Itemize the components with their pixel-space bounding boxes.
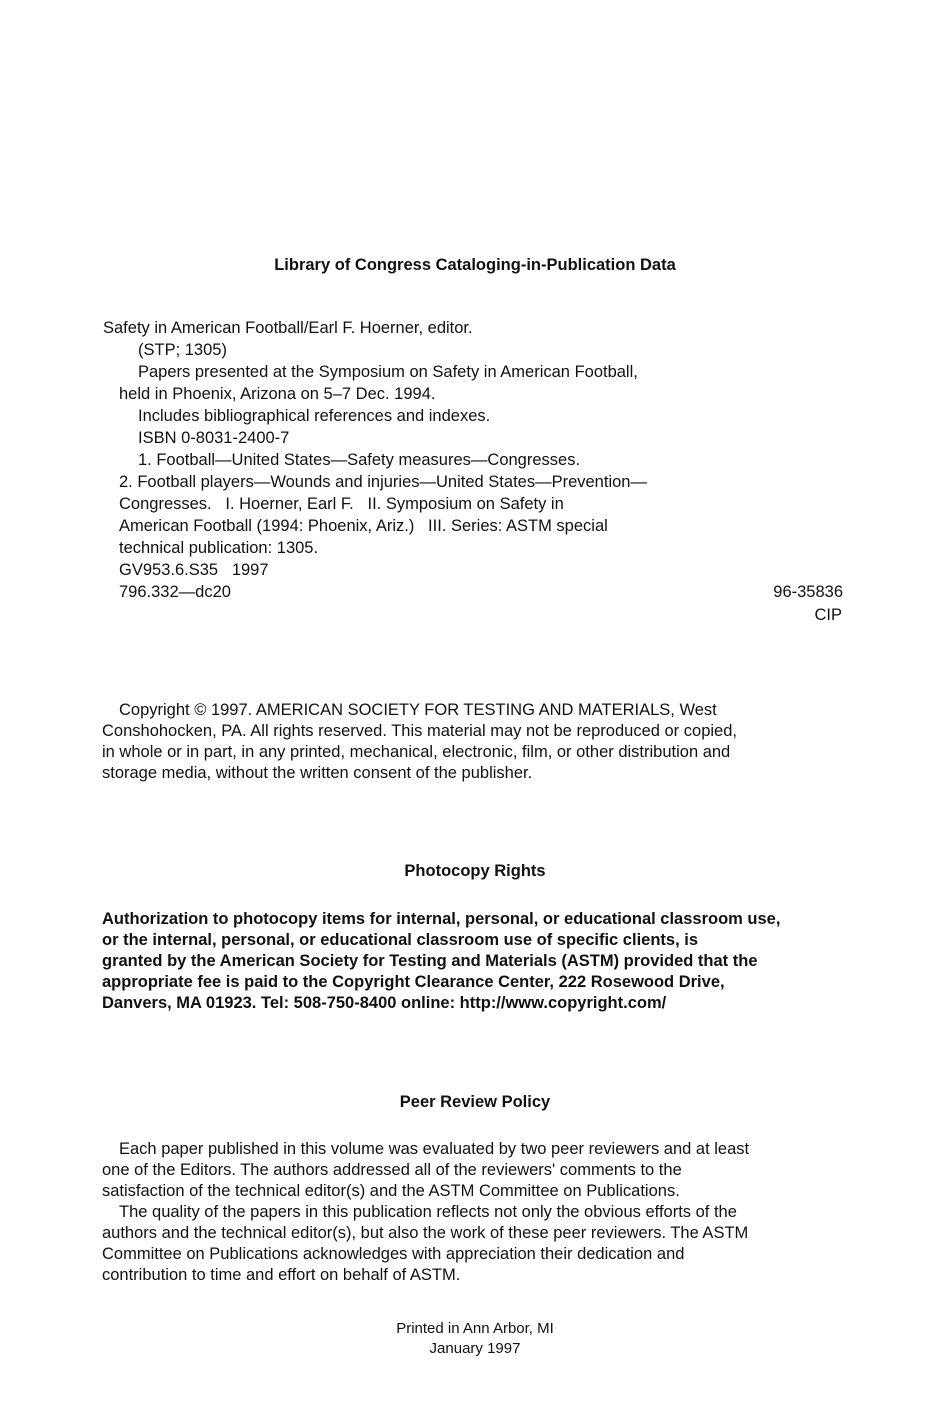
peer-review-heading: Peer Review Policy xyxy=(399,1093,551,1111)
cip-line: GV953.6.S35 1997 xyxy=(119,561,269,579)
photocopy-line: Authorization to photocopy items for internal, personal, or educational classroom use, xyxy=(102,910,781,928)
cip-line: 1. Football—United States—Safety measures—Congresses. xyxy=(138,451,581,469)
cip-line: technical publication: 1305. xyxy=(119,539,319,557)
cip-line: Safety in American Football/Earl F. Hoerner, editor. xyxy=(103,319,473,337)
peer-review-line: contribution to time and effort on behalf of ASTM. xyxy=(102,1266,461,1284)
copyright-line: storage media, without the written consent of the publisher. xyxy=(102,764,533,782)
photocopy-line: appropriate fee is paid to the Copyright Clearance Center, 222 Rosewood Drive, xyxy=(102,973,725,991)
photocopy-heading: Photocopy Rights xyxy=(404,862,546,880)
cip-line: American Football (1994: Phoenix, Ariz.) III. Series: ASTM special xyxy=(119,517,608,535)
copyright-line: in whole or in part, in any printed, mechanical, electronic, film, or other distribution and xyxy=(102,743,731,761)
peer-review-line: one of the Editors. The authors addressed all of the reviewers' comments to the xyxy=(102,1161,682,1179)
cip-line: Includes bibliographical references and indexes. xyxy=(138,407,491,425)
peer-review-line: The quality of the papers in this publication reflects not only the obvious efforts of the xyxy=(119,1203,737,1221)
cip-line: held in Phoenix, Arizona on 5–7 Dec. 1994. xyxy=(119,385,436,403)
peer-review-line: Each paper published in this volume was evaluated by two peer reviewers and at least xyxy=(119,1140,750,1158)
cip-line: ISBN 0-8031-2400-7 xyxy=(138,429,290,447)
peer-review-line: Committee on Publications acknowledges with appreciation their dedication and xyxy=(102,1245,685,1263)
cip-line: 2. Football players—Wounds and injuries—United States—Prevention— xyxy=(119,473,647,491)
photocopy-line: granted by the American Society for Testing and Materials (ASTM) provided that the xyxy=(102,952,758,970)
copyright-line: Conshohocken, PA. All rights reserved. This material may not be reproduced or copied, xyxy=(102,722,737,740)
cip-line: (STP; 1305) xyxy=(138,341,227,359)
cip-line: 796.332—dc20 xyxy=(119,583,231,601)
photocopy-line: Danvers, MA 01923. Tel: 508-750-8400 online: http://www.copyright.com/ xyxy=(102,994,667,1012)
cip-heading: Library of Congress Cataloging-in-Publication Data xyxy=(274,256,676,274)
cip-number: 96-35836 xyxy=(773,583,843,601)
photocopy-line: or the internal, personal, or educational classroom use of specific clients, is xyxy=(102,931,699,949)
cip-label: CIP xyxy=(814,606,842,624)
peer-review-line: authors and the technical editor(s), but also the work of these peer reviewers. The ASTM xyxy=(102,1224,749,1242)
printed-date: January 1997 xyxy=(429,1340,521,1357)
peer-review-line: satisfaction of the technical editor(s) and the ASTM Committee on Publications. xyxy=(102,1182,680,1200)
copyright-line: Copyright © 1997. AMERICAN SOCIETY FOR TESTING AND MATERIALS, West xyxy=(119,701,717,719)
cip-line: Papers presented at the Symposium on Safety in American Football, xyxy=(138,363,638,381)
cip-line: Congresses. I. Hoerner, Earl F. II. Symposium on Safety in xyxy=(119,495,564,513)
printed-location: Printed in Ann Arbor, MI xyxy=(396,1320,554,1337)
